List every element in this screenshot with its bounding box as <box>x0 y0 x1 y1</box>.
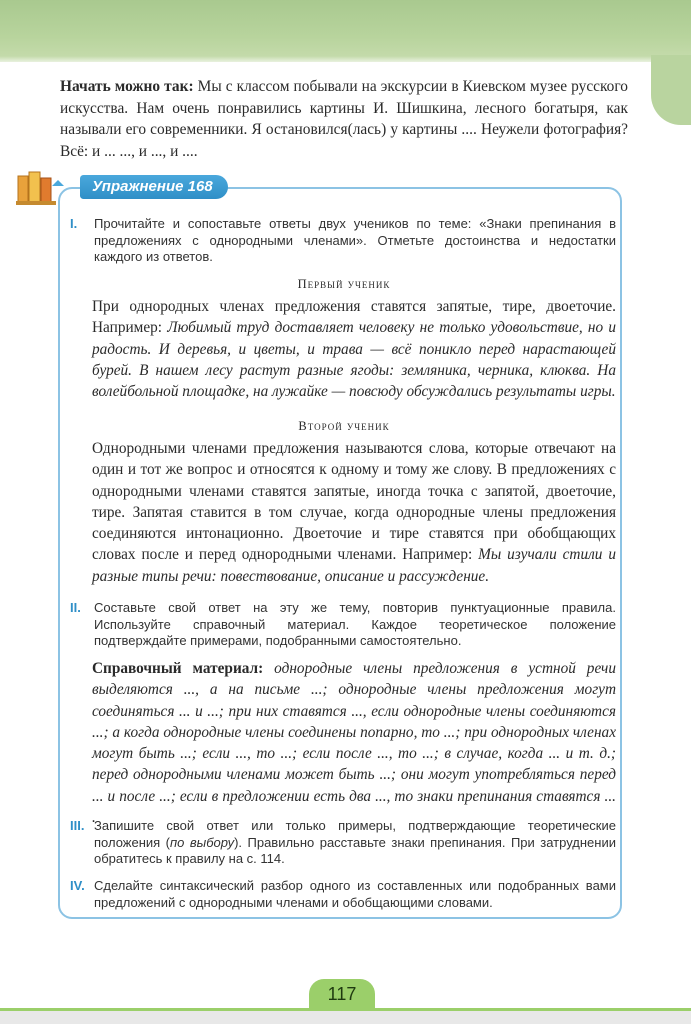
task-3-text-italic: по выбору <box>170 834 235 850</box>
task-4-number: IV. <box>70 878 85 893</box>
page-number: 117 <box>309 979 375 1009</box>
corner-decoration <box>651 55 691 125</box>
second-student-plain: Однородными членами предложения называются слова, которые отвечают на один и тот же вопрос и относятся к одному и тому же слову. В предложениях с однородными членами ставятся запятые, иногда точка с запятой, двоеточие, тире. Запятая ставится в том случае, когда однородные члены предложения соединяются интонационно. Двоеточие и тире ставятся при обобщающих словах после и перед однородными членами. Например: <box>92 440 616 564</box>
exercise-label: Упражнение 168 <box>80 175 228 199</box>
top-decorative-band <box>0 0 691 62</box>
task-3-number: III. <box>70 818 85 833</box>
intro-paragraph <box>60 76 628 162</box>
task-2-number: II. <box>70 600 81 615</box>
task-1 <box>70 216 616 266</box>
first-student-examples: Любимый труд доставляет человеку не только удовольствие, но и радость. И деревья, и цветы, и трава — всё поникло перед нарастающей бурей. В нашем лесу растут разные ягоды: земляника, черника, клюква. На волейбольной площадке, на лужайке — повсюду обсуждались результаты игры. <box>92 319 616 401</box>
second-student-example: Мы изучали стили и разные типы речи: повествование, описание и рассуждение. <box>92 546 616 585</box>
task-4-text: Сделайте синтаксический разбор одного из составленных или подобранных вами предложений с однородными членами и обобщающими словами. <box>94 878 616 910</box>
second-student-heading: Второй ученик <box>298 419 390 433</box>
task-1-text: Прочитайте и сопоставьте ответы двух учеников по теме: «Знаки препинания в предложениях с однородными членами». Отметьте достоинства и недостатки каждого из ответов. <box>94 216 616 264</box>
second-student-answer <box>92 438 616 587</box>
first-student-plain: При однородных членах предложения ставятся запятые, тире, двоеточие. Например: <box>92 298 616 337</box>
task-3-text <box>94 818 616 868</box>
first-student-heading: Первый ученик <box>297 277 391 291</box>
task-1-number: I. <box>70 216 78 231</box>
bottom-border <box>0 1008 691 1024</box>
task-3-text-a: Запишите свой ответ или только примеры, подтверждающие теоретические положения ( <box>94 818 616 850</box>
task-3 <box>70 818 616 868</box>
reference-material <box>92 658 616 828</box>
intro-text: Мы с классом побывали на экскурсии в Киевском музее русского искусства. Нам очень понравились картины И. Шишкина, лесного богатыря, как называли его современники. Я остановился(лась) у картины .... Неужели фотография? Всё: и ... ..., и ..., и .... <box>60 78 628 160</box>
books-icon <box>14 166 66 206</box>
task-2-text: Составьте свой ответ на эту же тему, повторив пунктуационные правила. Используйте справочный материал. Каждое теоретическое положение подтверждайте примерами, подобранными самостоятельно. <box>94 600 616 648</box>
task-4 <box>70 878 616 911</box>
first-student-answer <box>92 296 616 402</box>
reference-text: однородные члены предложения в устной речи выделяются ..., а на письме ...; однородные члены предложения могут соединяться ... и ...; при них ставятся ..., если однородные члены соединяются ...; а когда однородные члены соединены попарно, то ...; при однородных членах могут быть ...; если ..., то ...; если после ..., то ...; в случае, когда ... и т. д.; перед однородными членами может быть ...; они могут употребляться перед ... и после ...; если в предложении есть два ..., то знаки препинания ставятся ... . <box>92 660 616 827</box>
task-2 <box>70 600 616 650</box>
task-3-text-b: ). Правильно расставьте знаки препинания. При затруднении обратитесь к правилу на с. 114. <box>94 834 616 866</box>
reference-lead: Справочный материал: <box>92 660 264 677</box>
intro-lead: Начать можно так: <box>60 78 194 95</box>
